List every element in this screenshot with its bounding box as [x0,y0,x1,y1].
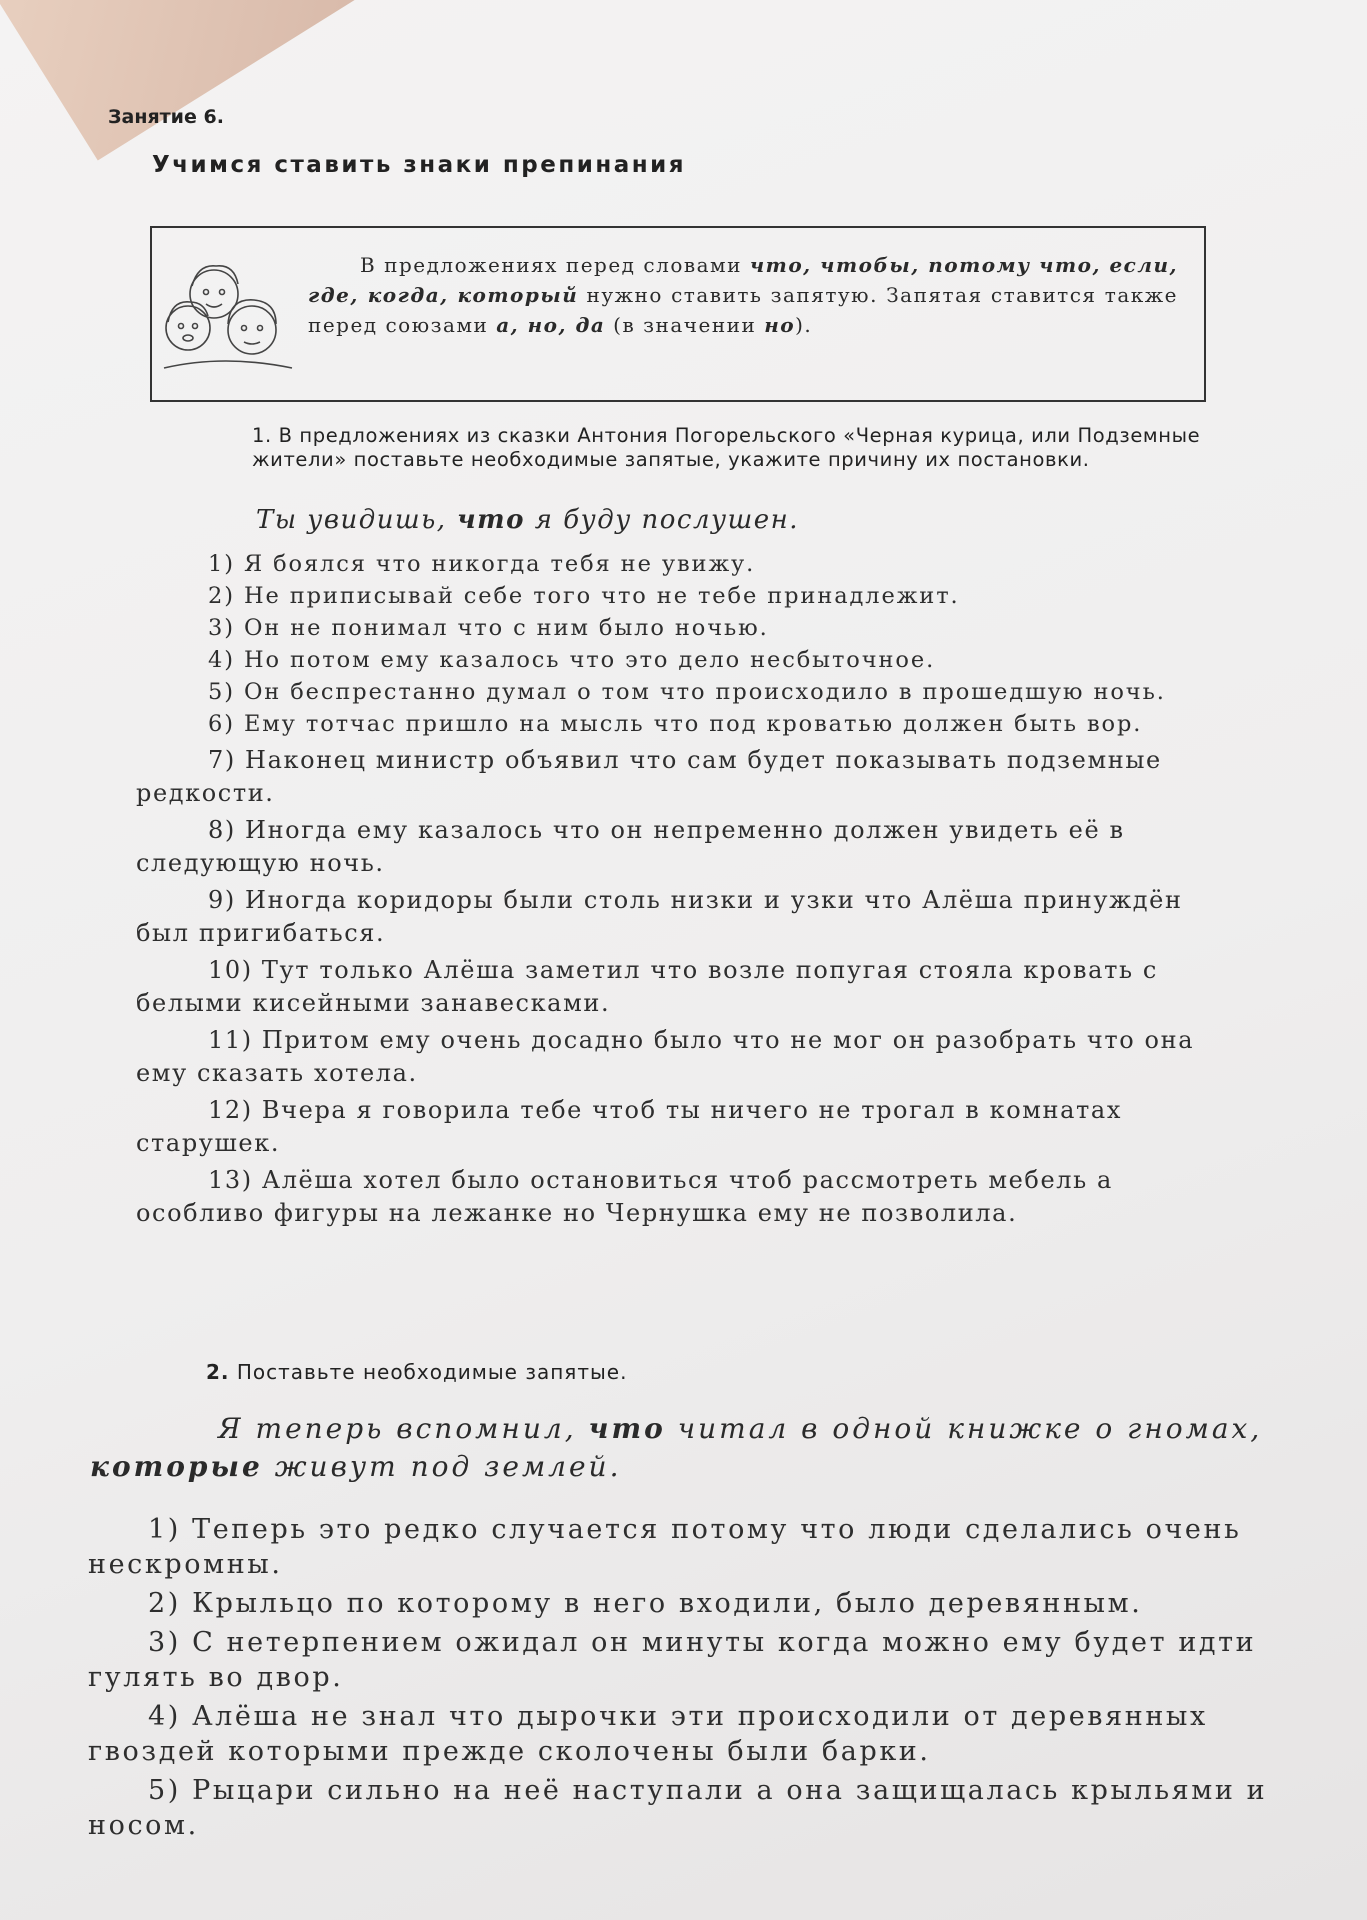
sample-keyword: что [588,1412,666,1445]
sentence: 5) Рыцари сильно на неё наступали а она защищалась крыльями и носом. [88,1775,1268,1841]
rule-keywords: что, чтобы, потому что, если, где, когда, который [308,253,1178,307]
folded-page-corner [0,0,403,160]
exercise-2-task [206,1360,627,1384]
sentence: 6) Ему тотчас пришло на мысль что под кроватью должен быть вор. [208,711,1143,737]
rule-end-close: ). [795,313,813,337]
sentence: 2) Крыльцо по которому в него входили, было деревянным. [148,1588,1143,1619]
exercise-1-sample [256,505,799,535]
sentence: 4) Но потом ему казалось что это дело несбыточное. [208,647,936,673]
sentence: 5) Он беспрестанно думал о том что происходило в прошедшую ночь. [208,679,1166,705]
sentence: 3) Он не понимал что с ним было ночью. [208,615,769,641]
sentence: 8) Иногда ему казалось что он непременно должен увидеть её в следующую ночь. [136,816,1125,877]
sentence: 2) Не приписывай себе того что не тебе принадлежит. [208,583,960,609]
sample-keyword: которые [90,1450,263,1483]
rule-no-word: но [764,313,796,337]
rule-box [150,226,1206,402]
sentence: 10) Тут только Алёша заметил что возле попугая стояла кровать с белыми кисейными занавесками. [136,956,1158,1017]
sentence: 13) Алёша хотел было остановиться чтоб рассмотреть мебель а особливо фигуры на лежанке но Чернушка ему не позволила. [136,1166,1113,1227]
sample-part: читал в одной книжке о гномах, [665,1412,1263,1445]
lesson-number: Занятие 6. [108,106,224,128]
sentence: 3) С нетерпением ожидал он минуты когда можно ему будет идти гулять во двор. [88,1627,1257,1693]
sample-keyword: что [446,505,526,535]
rule-middle: нужно ставить запятую. Запятая ставится также перед союзами [308,283,1178,337]
sample-part: живут под землей. [262,1450,622,1483]
exercise-2-sentences [88,1512,1318,1847]
exercise-1-sentences [136,548,1216,1230]
lesson-title: Учимся ставить знаки препинания [152,152,687,178]
exercise-2-sample [90,1410,1290,1486]
sample-part: Ты увидишь, [256,505,447,535]
sentence: 1) Теперь это редко случается потому что люди сделались очень нескромны. [88,1514,1242,1580]
exercise-2-text: Поставьте необходимые запятые. [229,1360,628,1384]
sentence: 7) Наконец министр объявил что сам будет показывать подземные редкости. [136,746,1162,807]
children-illustration [156,256,296,376]
rule-end-open: (в значении [605,313,765,337]
rule-conjunctions: а, но, да [496,313,606,337]
sentence: 11) Притом ему очень досадно было что не мог он разобрать что она ему сказать хотела. [136,1026,1195,1087]
exercise-2-number: 2. [206,1360,230,1384]
sentence: 1) Я боялся что никогда тебя не увижу. [208,551,756,577]
rule-text [308,250,1178,340]
rule-intro: В предложениях перед словами [360,253,750,277]
sample-part: я буду послушен. [525,505,800,535]
sentence: 9) Иногда коридоры были столь низки и узки что Алёша принуждён был пригибаться. [136,886,1183,947]
sentence: 12) Вчера я говорила тебе чтоб ты ничего не трогал в комнатах старушек. [136,1096,1122,1157]
exercise-1-task: 1. В предложениях из сказки Антония Погорельского «Черная курица, или Подземные жители» поставьте необходимые запятые, укажите причину их постановки. [252,424,1201,471]
sample-part: Я теперь вспомнил, [218,1412,589,1445]
sentence: 4) Алёша не знал что дырочки эти происходили от деревянных гвоздей которыми прежде сколочены были барки. [88,1701,1208,1767]
